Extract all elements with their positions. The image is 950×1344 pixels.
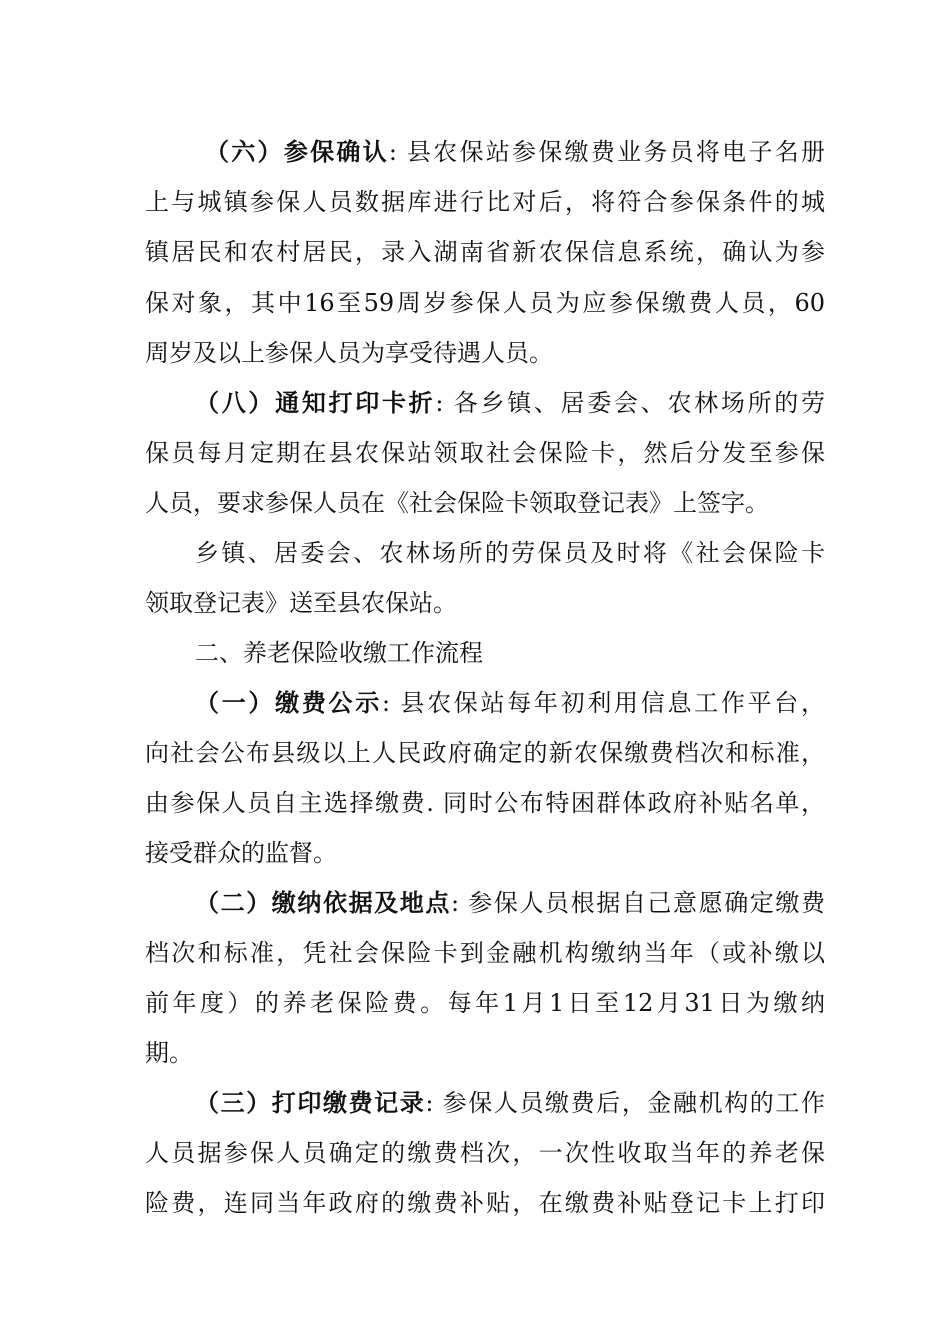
paragraph-1-line-3: 镇居民和农村居民，录入湖南省新农保信息系统，确认为参 — [145, 238, 825, 266]
paragraph-2-heading: （八）通知打印卡折 — [195, 388, 436, 417]
paragraph-5-line-2: 档次和标准，凭社会保险卡到金融机构缴纳当年（或补缴以 — [145, 939, 825, 967]
paragraph-3-line-2: 领取登记表》送至县农保站。 — [145, 589, 457, 617]
paragraph-5-line-1 — [195, 883, 825, 923]
paragraph-1-heading: （六）参保确认 — [205, 137, 389, 166]
paragraph-5-text: : 参保人员根据自己意愿确定缴费 — [450, 889, 825, 917]
paragraph-5-line-3: 前年度）的养老保险费。每年1月1日至12月31日为缴纳 — [145, 989, 825, 1017]
paragraph-6-line-3: 险费，连同当年政府的缴费补贴，在缴费补贴登记卡上打印 — [145, 1189, 825, 1217]
paragraph-6-line-1 — [195, 1083, 825, 1123]
paragraph-4-line-4: 接受群众的监督。 — [145, 839, 337, 867]
paragraph-1-line-1 — [205, 132, 825, 172]
paragraph-1-line-2: 上与城镇参保人员数据库进行比对后，将符合参保条件的城 — [145, 188, 825, 216]
paragraph-2-line-1 — [195, 383, 825, 423]
paragraph-4-heading: （一）缴费公示 — [195, 688, 382, 717]
paragraph-4-line-3: 由参保人员自主选择缴费. 同时公布特困群体政府补贴名单， — [145, 789, 825, 817]
paragraph-1-line-4: 保对象，其中16至59周岁参保人员为应参保缴费人员，60 — [145, 289, 825, 317]
paragraph-4-line-1 — [195, 683, 825, 723]
paragraph-6-line-2: 人员据参保人员确定的缴费档次，一次性收取当年的养老保 — [145, 1139, 825, 1167]
paragraph-4-line-2: 向社会公布县级以上人民政府确定的新农保缴费档次和标准， — [145, 739, 825, 767]
paragraph-6-text: : 参保人员缴费后，金融机构的工作 — [425, 1089, 825, 1117]
paragraph-1-text: : 县农保站参保缴费业务员将电子名册 — [388, 138, 825, 166]
paragraph-2-line-3: 人员，要求参保人员在《社会保险卡领取登记表》上签字。 — [145, 489, 769, 517]
paragraph-2-text: : 各乡镇、居委会、农林场所的劳 — [435, 389, 825, 417]
paragraph-1-line-5: 周岁及以上参保人员为享受待遇人员。 — [145, 339, 553, 367]
paragraph-3-line-1: 乡镇、居委会、农林场所的劳保员及时将《社会保险卡 — [195, 539, 825, 567]
paragraph-4-text: : 县农保站每年初利用信息工作平台， — [381, 689, 825, 717]
paragraph-5-line-4: 期。 — [145, 1039, 193, 1067]
section-title: 二、养老保险收缴工作流程 — [195, 639, 483, 667]
paragraph-6-heading: （三）打印缴费记录 — [195, 1088, 426, 1117]
paragraph-2-line-2: 保员每月定期在县农保站领取社会保险卡，然后分发至参保 — [145, 439, 825, 467]
paragraph-5-heading: （二）缴纳依据及地点 — [195, 888, 451, 917]
